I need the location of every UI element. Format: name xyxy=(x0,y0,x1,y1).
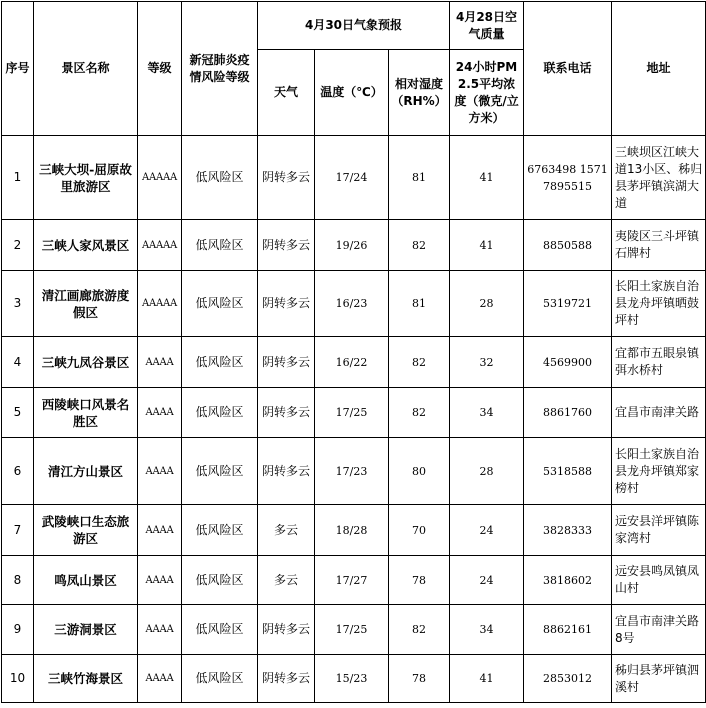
cell-seq: 7 xyxy=(2,505,34,556)
cell-address: 宜都市五眼泉镇弭水桥村 xyxy=(612,337,706,388)
header-humidity: 相对湿度（RH%） xyxy=(389,50,450,136)
cell-grade: AAAA xyxy=(138,388,182,438)
cell-seq: 5 xyxy=(2,388,34,438)
cell-weather: 多云 xyxy=(258,505,315,556)
cell-pm25: 41 xyxy=(450,220,524,271)
cell-risk: 低风险区 xyxy=(182,337,258,388)
cell-address: 远安县鸣凤镇凤山村 xyxy=(612,556,706,605)
cell-seq: 3 xyxy=(2,271,34,337)
cell-phone: 3818602 xyxy=(524,556,612,605)
cell-phone: 2853012 xyxy=(524,655,612,703)
cell-grade: AAAA xyxy=(138,438,182,505)
cell-name: 三峡竹海景区 xyxy=(34,655,138,703)
cell-pm25: 28 xyxy=(450,271,524,337)
cell-pm25: 41 xyxy=(450,136,524,220)
cell-address: 长阳土家族自治县龙舟坪镇晒鼓坪村 xyxy=(612,271,706,337)
header-air-quality-group: 4月28日空气质量 xyxy=(450,2,524,50)
cell-risk: 低风险区 xyxy=(182,605,258,655)
cell-address: 宜昌市南津关路 xyxy=(612,388,706,438)
cell-name: 清江方山景区 xyxy=(34,438,138,505)
cell-humidity: 70 xyxy=(389,505,450,556)
cell-weather: 阴转多云 xyxy=(258,136,315,220)
cell-weather: 阴转多云 xyxy=(258,271,315,337)
cell-temperature: 17/24 xyxy=(315,136,389,220)
cell-humidity: 82 xyxy=(389,605,450,655)
cell-pm25: 41 xyxy=(450,655,524,703)
table-row xyxy=(2,337,706,388)
cell-weather: 阴转多云 xyxy=(258,605,315,655)
cell-name: 三峡大坝-屈原故里旅游区 xyxy=(34,136,138,220)
cell-seq: 8 xyxy=(2,556,34,605)
cell-temperature: 18/28 xyxy=(315,505,389,556)
cell-seq: 9 xyxy=(2,605,34,655)
header-weather: 天气 xyxy=(258,50,315,136)
cell-weather: 多云 xyxy=(258,556,315,605)
table-row xyxy=(2,220,706,271)
cell-phone: 5319721 xyxy=(524,271,612,337)
scenic-area-table xyxy=(1,1,706,703)
cell-name: 清江画廊旅游度假区 xyxy=(34,271,138,337)
table-row xyxy=(2,438,706,505)
cell-address: 夷陵区三斗坪镇石牌村 xyxy=(612,220,706,271)
cell-name: 鸣凤山景区 xyxy=(34,556,138,605)
cell-pm25: 34 xyxy=(450,605,524,655)
cell-name: 武陵峡口生态旅游区 xyxy=(34,505,138,556)
cell-address: 长阳土家族自治县龙舟坪镇郑家榜村 xyxy=(612,438,706,505)
cell-phone: 4569900 xyxy=(524,337,612,388)
cell-grade: AAAAA xyxy=(138,220,182,271)
table-row xyxy=(2,136,706,220)
cell-grade: AAAA xyxy=(138,505,182,556)
cell-name: 三游洞景区 xyxy=(34,605,138,655)
cell-pm25: 32 xyxy=(450,337,524,388)
cell-risk: 低风险区 xyxy=(182,271,258,337)
header-address: 地址 xyxy=(612,2,706,136)
header-row-top xyxy=(2,2,706,50)
table-row xyxy=(2,271,706,337)
cell-weather: 阴转多云 xyxy=(258,438,315,505)
cell-humidity: 78 xyxy=(389,655,450,703)
cell-grade: AAAA xyxy=(138,655,182,703)
cell-risk: 低风险区 xyxy=(182,388,258,438)
cell-seq: 2 xyxy=(2,220,34,271)
cell-humidity: 81 xyxy=(389,136,450,220)
cell-temperature: 17/23 xyxy=(315,438,389,505)
cell-temperature: 17/25 xyxy=(315,388,389,438)
cell-grade: AAAA xyxy=(138,556,182,605)
cell-risk: 低风险区 xyxy=(182,556,258,605)
header-pm25: 24小时PM2.5平均浓度（微克/立方米） xyxy=(450,50,524,136)
cell-temperature: 15/23 xyxy=(315,655,389,703)
header-phone: 联系电话 xyxy=(524,2,612,136)
cell-grade: AAAA xyxy=(138,337,182,388)
cell-seq: 10 xyxy=(2,655,34,703)
cell-pm25: 34 xyxy=(450,388,524,438)
cell-address: 秭归县茅坪镇泗溪村 xyxy=(612,655,706,703)
table-row xyxy=(2,388,706,438)
header-risk: 新冠肺炎疫情风险等级 xyxy=(182,2,258,136)
cell-temperature: 17/25 xyxy=(315,605,389,655)
cell-phone: 5318588 xyxy=(524,438,612,505)
cell-name: 三峡九凤谷景区 xyxy=(34,337,138,388)
cell-phone: 8850588 xyxy=(524,220,612,271)
cell-humidity: 80 xyxy=(389,438,450,505)
cell-seq: 4 xyxy=(2,337,34,388)
cell-phone: 6763498 15717895515 xyxy=(524,136,612,220)
cell-humidity: 78 xyxy=(389,556,450,605)
cell-temperature: 17/27 xyxy=(315,556,389,605)
cell-seq: 6 xyxy=(2,438,34,505)
table-row xyxy=(2,655,706,703)
cell-grade: AAAAA xyxy=(138,271,182,337)
header-temperature: 温度（℃） xyxy=(315,50,389,136)
cell-risk: 低风险区 xyxy=(182,655,258,703)
cell-pm25: 28 xyxy=(450,438,524,505)
header-seq: 序号 xyxy=(2,2,34,136)
cell-phone: 3828333 xyxy=(524,505,612,556)
cell-risk: 低风险区 xyxy=(182,438,258,505)
cell-address: 远安县洋坪镇陈家湾村 xyxy=(612,505,706,556)
cell-weather: 阴转多云 xyxy=(258,220,315,271)
cell-phone: 8861760 xyxy=(524,388,612,438)
table-row xyxy=(2,505,706,556)
cell-seq: 1 xyxy=(2,136,34,220)
cell-weather: 阴转多云 xyxy=(258,655,315,703)
cell-risk: 低风险区 xyxy=(182,505,258,556)
cell-temperature: 19/26 xyxy=(315,220,389,271)
cell-humidity: 82 xyxy=(389,220,450,271)
cell-humidity: 81 xyxy=(389,271,450,337)
cell-humidity: 82 xyxy=(389,388,450,438)
cell-risk: 低风险区 xyxy=(182,136,258,220)
cell-humidity: 82 xyxy=(389,337,450,388)
cell-risk: 低风险区 xyxy=(182,220,258,271)
cell-temperature: 16/23 xyxy=(315,271,389,337)
cell-grade: AAAAA xyxy=(138,136,182,220)
cell-address: 宜昌市南津关路8号 xyxy=(612,605,706,655)
header-name: 景区名称 xyxy=(34,2,138,136)
header-forecast-group: 4月30日气象预报 xyxy=(258,2,450,50)
cell-weather: 阴转多云 xyxy=(258,337,315,388)
cell-weather: 阴转多云 xyxy=(258,388,315,438)
table-row xyxy=(2,556,706,605)
cell-pm25: 24 xyxy=(450,556,524,605)
header-grade: 等级 xyxy=(138,2,182,136)
cell-name: 三峡人家风景区 xyxy=(34,220,138,271)
cell-name: 西陵峡口风景名胜区 xyxy=(34,388,138,438)
cell-temperature: 16/22 xyxy=(315,337,389,388)
table-row xyxy=(2,605,706,655)
cell-address: 三峡坝区江峡大道13小区、秭归县茅坪镇滨湖大道 xyxy=(612,136,706,220)
cell-phone: 8862161 xyxy=(524,605,612,655)
cell-grade: AAAA xyxy=(138,605,182,655)
cell-pm25: 24 xyxy=(450,505,524,556)
